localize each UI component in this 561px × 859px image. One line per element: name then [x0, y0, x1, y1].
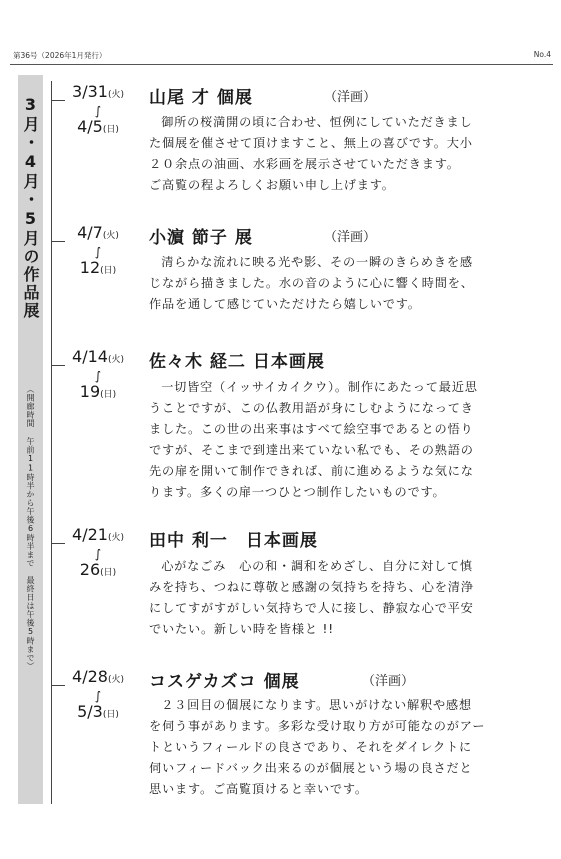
exhibition-dates [63, 223, 133, 281]
exhibition-description: 御所の桜満開の頃に合わせ、恒例にしていただきまし た個展を催させて頂けますこと、無上の喜びです。大小 ２０余点の油画、水彩画を展示させていただきます。 ご高覧の程よろしくお願い申し上げます。 [149, 115, 473, 192]
start-weekday: (火) [107, 675, 124, 685]
range-tilde: ∫ [94, 547, 102, 561]
start-weekday: (火) [102, 231, 119, 241]
timeline-line [51, 81, 52, 804]
exhibition-genre: （洋画） [324, 230, 377, 245]
end-date: 4/5 [77, 117, 103, 136]
exhibition-title: 佐々木 経二 日本画展 [149, 352, 325, 372]
exhibition-dates [63, 525, 133, 583]
end-date: 12 [79, 258, 101, 277]
exhibition-genre: （洋画） [362, 674, 415, 689]
exhibition-title: 山尾 才 個展 [149, 88, 253, 108]
exhibition-description: ２３回目の個展になります。思いがけない解釈や感想 を伺う事があります。多彩な受け取り方が可能なのがアー トというフィールドの良さであり、それをダイレクトに 伺いフィードバック出来るのが個展という場の良さだと 思います。ご高覧頂けると幸いです。 [149, 698, 486, 796]
exhibition-title: 田中 利一 日本画展 [149, 531, 318, 551]
page-number: No.4 [533, 50, 551, 59]
range-tilde: ∫ [94, 689, 102, 703]
start-date: 4/14 [72, 347, 108, 366]
end-date: 19 [79, 382, 101, 401]
start-weekday: (火) [107, 533, 124, 543]
end-weekday: (日) [102, 710, 119, 720]
start-weekday: (火) [107, 90, 124, 100]
exhibition-description: 心がなごみ 心の和・調和をめざし、自分に対して慎 みを持ち、つねに尊敬と感謝の気持ちを持ち、心を清浄 にしてすがすがしい気持ちで人に接し、静寂な心で平安 でいたい。新しい時を皆様と !! [149, 559, 474, 636]
exhibition-dates [63, 347, 133, 405]
header-rule [10, 64, 553, 65]
end-date: 5/3 [77, 702, 103, 721]
exhibition-description: 一切皆空（イッサイカイクウ）。制作にあたって最近思 うことですが、この仏教用語が身にしむようになってき ました。この世の出来事はすべて絵空事であるとの悟り ですが、そこまで到達出来ていない私でも、その熟語の 先の扉を開いて制作できれば、前に進めるような気にな ります。多くの扉一つひとつ制作したいものです。 [149, 380, 478, 499]
sidebar-title: 3月・4月・5月の作品展 [21, 95, 40, 320]
sidebar [18, 75, 43, 804]
start-date: 3/31 [72, 82, 108, 101]
exhibition-description: 清らかな流れに映る光や影、その一瞬のきらめきを感 じながら描きました。水の音のように心に響く時間を、 作品を通して感じていただけたら嬉しいです。 [149, 255, 474, 311]
range-tilde: ∫ [94, 369, 102, 383]
range-tilde: ∫ [94, 245, 102, 259]
start-date: 4/21 [72, 525, 108, 544]
end-weekday: (日) [102, 125, 119, 135]
start-date: 4/28 [72, 667, 108, 686]
exhibition-dates [63, 82, 133, 140]
hours-note: （開廊時間 午前11時半から午後6時半まで 最終日は午後5時まで） [26, 385, 35, 671]
exhibition-dates [63, 667, 133, 725]
start-date: 4/7 [77, 223, 103, 242]
exhibition-genre: （洋画） [324, 90, 377, 105]
exhibition-title: コスゲカズコ 個展 [149, 672, 300, 692]
exhibition-title: 小濵 節子 展 [149, 228, 253, 248]
range-tilde: ∫ [94, 104, 102, 118]
end-weekday: (日) [100, 266, 117, 276]
start-weekday: (火) [107, 355, 124, 365]
end-weekday: (日) [100, 390, 117, 400]
issue-label: 第36号（2026年1月発行） [13, 51, 107, 60]
end-weekday: (日) [100, 568, 117, 578]
end-date: 26 [79, 560, 101, 579]
